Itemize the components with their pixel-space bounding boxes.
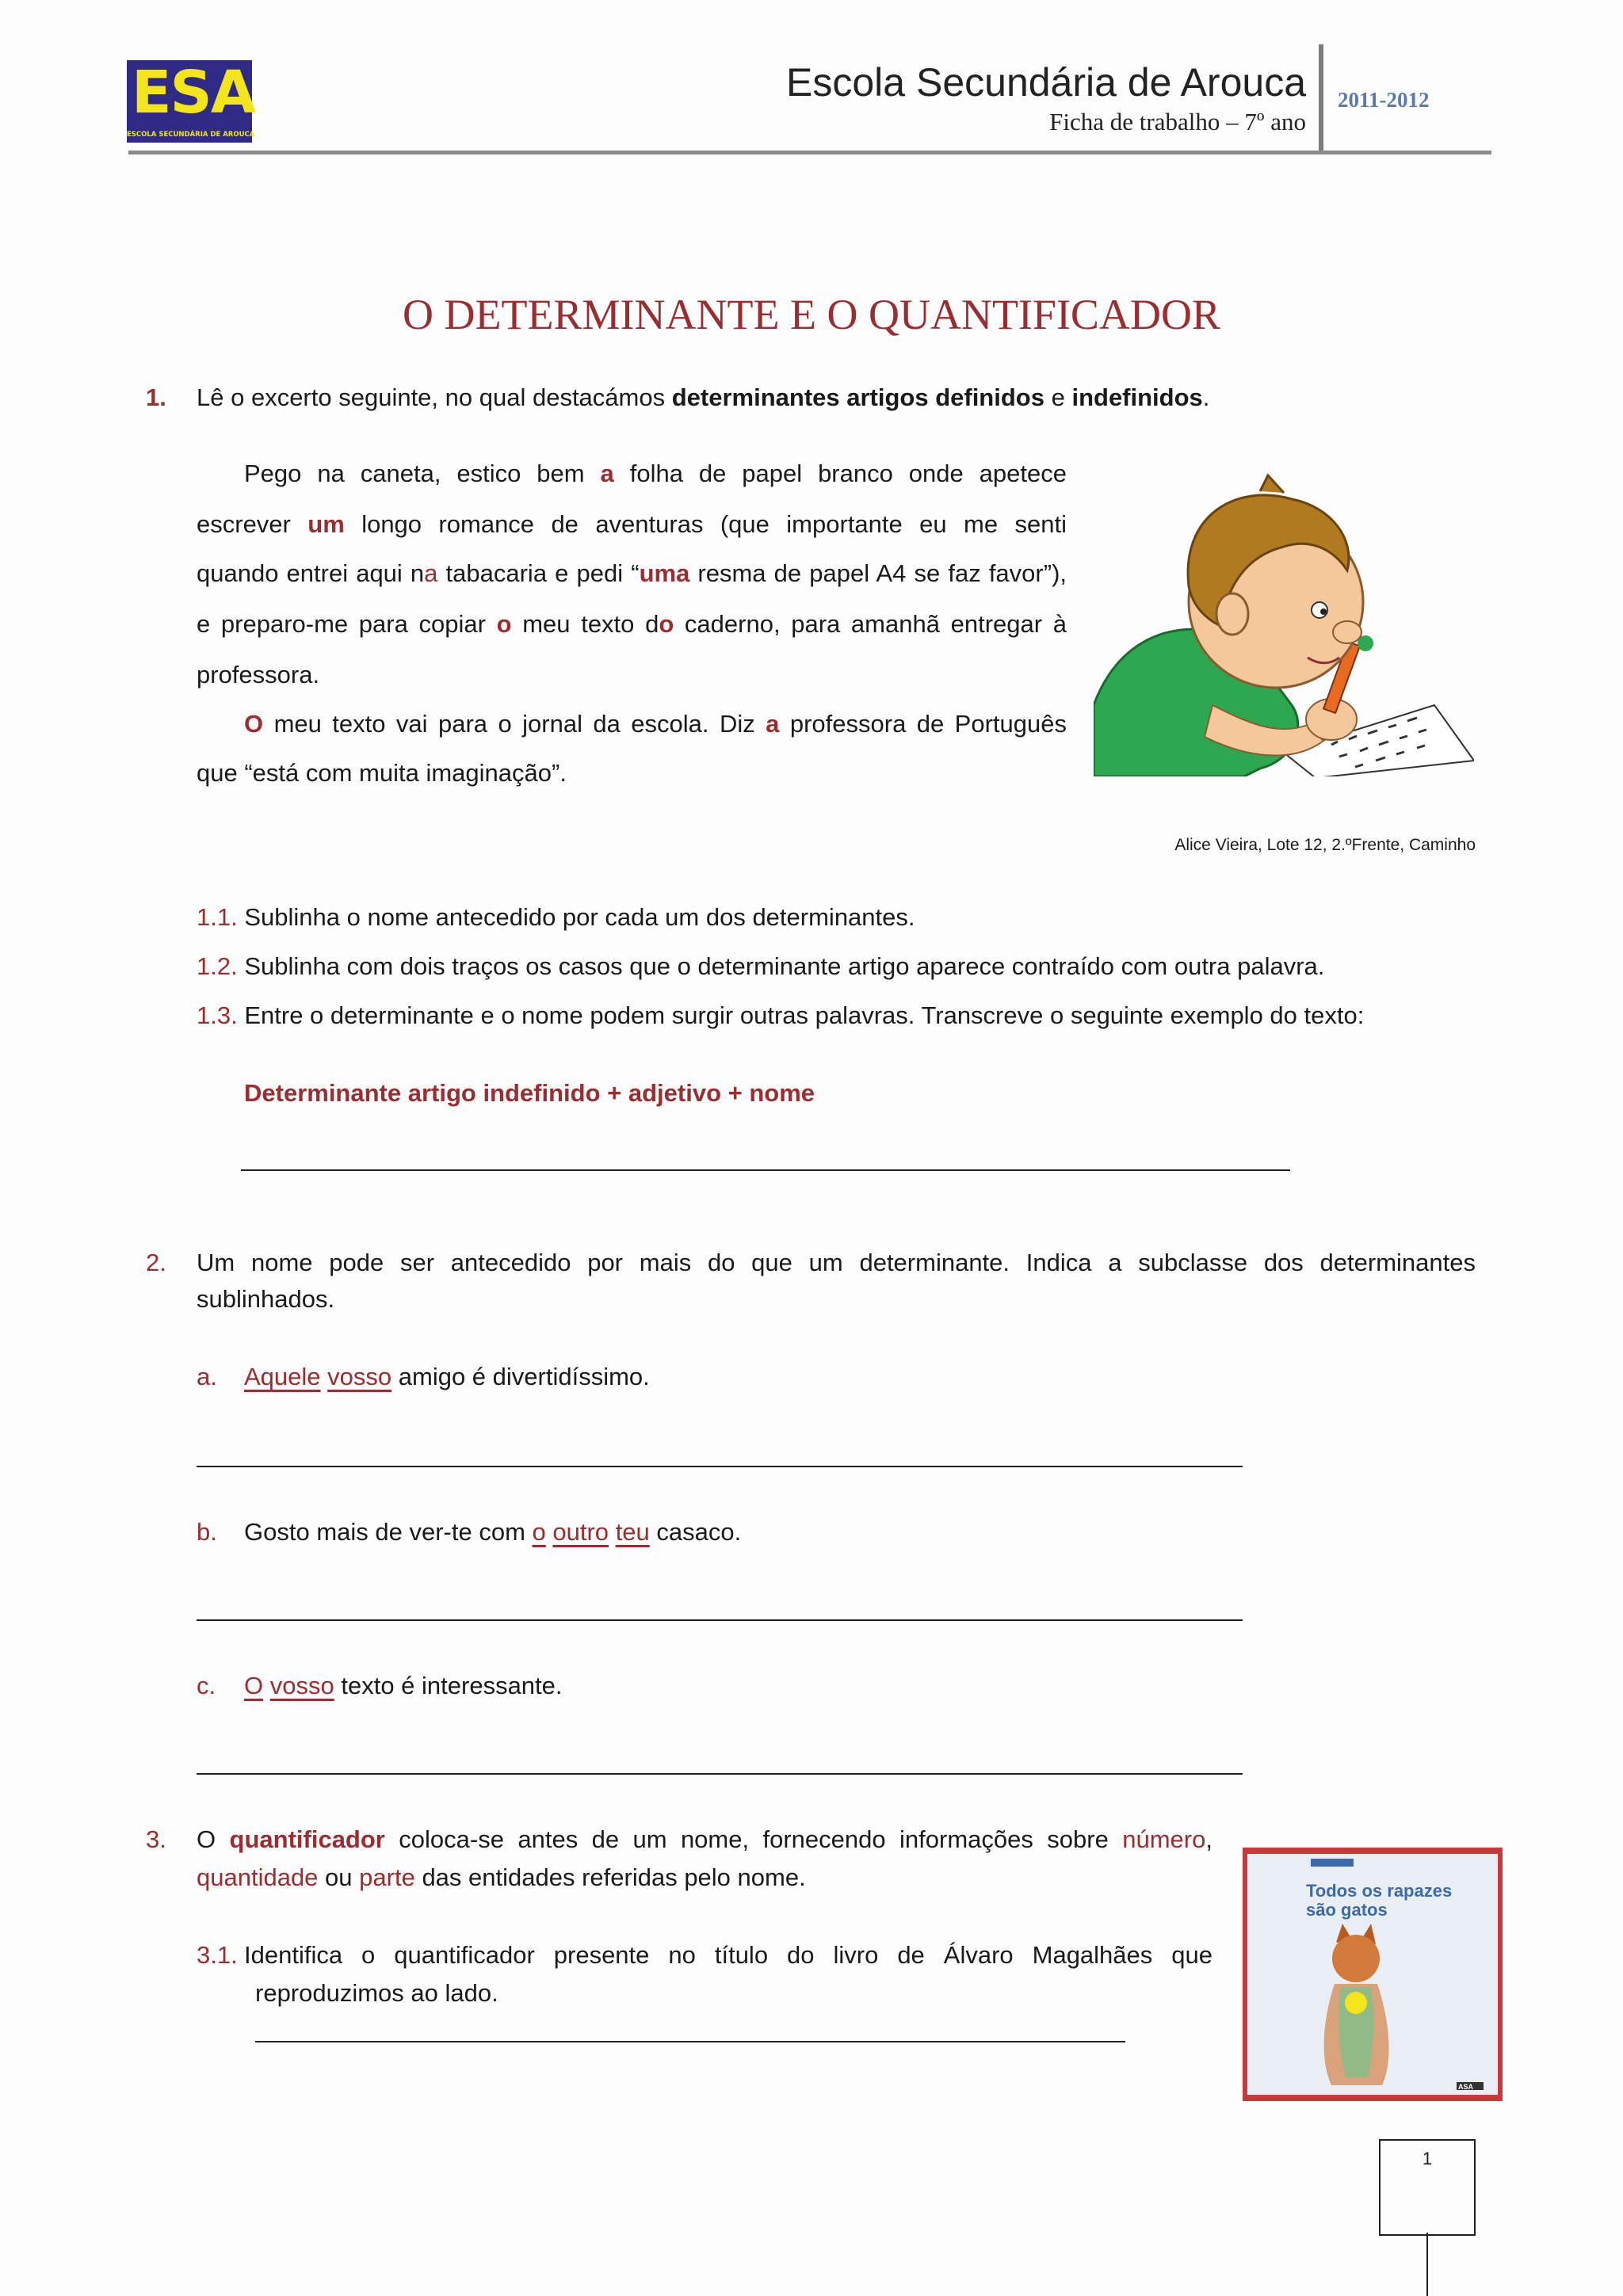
answer-line-1-3[interactable] bbox=[241, 1169, 1290, 1171]
boy-writing-illustration bbox=[1094, 467, 1474, 776]
excerpt-line-7: que “está com muita imaginação”. bbox=[197, 759, 567, 787]
page-number-box bbox=[1379, 2139, 1476, 2236]
excerpt-text: caderno, para amanhã entregar à bbox=[684, 610, 1067, 638]
underlined-determinant: vosso bbox=[327, 1363, 392, 1390]
q3-quantidade: quantidade bbox=[197, 1863, 319, 1891]
excerpt-line-4 bbox=[197, 608, 1067, 640]
question-3-line-1 bbox=[197, 1824, 1212, 1855]
question-2c-label: c. bbox=[197, 1672, 216, 1699]
question-2b-label: b. bbox=[197, 1518, 217, 1546]
excerpt-text: professora de Português bbox=[789, 710, 1067, 738]
highlight-determinant: a bbox=[600, 460, 614, 487]
excerpt-text: meu texto vai para o jornal da escola. Diz bbox=[273, 710, 755, 738]
question-3-line-2 bbox=[197, 1862, 806, 1894]
highlight-contracted: o bbox=[659, 610, 674, 638]
question-1-1-text: Sublinha o nome antecedido por cada um dos determinantes. bbox=[244, 903, 915, 931]
page-number-connector bbox=[1426, 2233, 1428, 2296]
q3-text: coloca-se antes de um nome, fornecendo informações sobre bbox=[399, 1825, 1109, 1853]
highlight-contracted: a bbox=[424, 559, 438, 587]
q3-text: ou bbox=[318, 1863, 360, 1891]
highlight-determinant: a bbox=[766, 710, 780, 738]
excerpt-line-5: professora. bbox=[197, 661, 320, 688]
q3-text: das entidades referidas pelo nome. bbox=[414, 1863, 806, 1891]
excerpt-citation: Alice Vieira, Lote 12, 2.ºFrente, Caminho bbox=[1174, 836, 1476, 854]
book-title-line-2: são gatos bbox=[1306, 1900, 1388, 1920]
question-2c-sentence bbox=[244, 1670, 563, 1702]
excerpt-line-3 bbox=[197, 558, 1067, 589]
worksheet-subtitle: Ficha de trabalho – 7º ano bbox=[1049, 108, 1306, 135]
question-2-number: 2. bbox=[146, 1249, 166, 1276]
excerpt-line-1 bbox=[244, 458, 1067, 490]
book-cover-image bbox=[1243, 1848, 1503, 2101]
q3-numero: número bbox=[1122, 1825, 1206, 1853]
answer-line-2c[interactable] bbox=[197, 1773, 1243, 1775]
underlined-determinant: teu bbox=[615, 1518, 650, 1546]
answer-line-2b[interactable] bbox=[197, 1619, 1243, 1621]
question-1-3-number: 1.3. bbox=[197, 1001, 238, 1029]
question-1-2-number: 1.2. bbox=[197, 952, 238, 980]
excerpt-text: tabacaria e pedi “ bbox=[437, 559, 640, 587]
question-1-3-formula: Determinante artigo indefinido + adjetivo + nome bbox=[244, 1079, 815, 1107]
question-2-line-1: Um nome pode ser antecedido por mais do que um determinante. Indica a subclasse dos determinantes bbox=[197, 1249, 1476, 1276]
q1-text-2: e bbox=[1044, 383, 1072, 411]
sentence-text: Gosto mais de ver-te com bbox=[244, 1518, 533, 1546]
q1-bold-definidos: determinantes artigos definidos bbox=[671, 383, 1044, 411]
book-publisher: ASA bbox=[1458, 2083, 1474, 2091]
underlined-determinant: outro bbox=[552, 1518, 609, 1546]
question-1-2-text: Sublinha com dois traços os casos que o determinante artigo aparece contraído com outra palavra. bbox=[244, 952, 1325, 980]
answer-line-3-1[interactable] bbox=[255, 2041, 1125, 2042]
page-title: O DETERMINANTE E O QUANTIFICADOR bbox=[403, 291, 1220, 338]
school-logo bbox=[127, 59, 255, 143]
q1-text-1: Lê o excerto seguinte, no qual destacámos bbox=[197, 383, 672, 411]
question-1-3 bbox=[197, 1000, 1364, 1032]
header-divider-vertical bbox=[1319, 44, 1323, 152]
question-1-2 bbox=[197, 951, 1324, 982]
excerpt-text: escrever bbox=[197, 510, 291, 538]
highlight-determinant: uma bbox=[639, 559, 690, 587]
question-1-1-number: 1.1. bbox=[197, 903, 238, 931]
school-name: Escola Secundária de Arouca bbox=[786, 60, 1306, 105]
q3-comma: , bbox=[1205, 1825, 1212, 1853]
sentence-text: texto é interessante. bbox=[334, 1672, 563, 1699]
excerpt-text: quando entrei aqui n bbox=[197, 559, 425, 587]
underlined-determinant: o bbox=[532, 1518, 546, 1546]
underlined-determinant: vosso bbox=[269, 1672, 334, 1699]
excerpt-line-2 bbox=[197, 509, 1067, 540]
question-3-1-line-2: reproduzimos ao lado. bbox=[255, 1979, 498, 2007]
highlight-determinant: o bbox=[496, 610, 512, 638]
answer-line-2a[interactable] bbox=[197, 1466, 1243, 1467]
sentence-text: amigo é divertidíssimo. bbox=[391, 1363, 650, 1390]
underlined-determinant: O bbox=[244, 1672, 264, 1699]
q3-quantificador: quantificador bbox=[229, 1825, 385, 1853]
q1-bold-indefinidos: indefinidos bbox=[1071, 383, 1203, 411]
excerpt-text: e preparo-me para copiar bbox=[197, 610, 486, 638]
header-divider-horizontal bbox=[128, 151, 1491, 154]
q1-text-3: . bbox=[1202, 383, 1210, 411]
excerpt-text: longo romance de aventuras (que importante eu me senti bbox=[361, 510, 1067, 538]
underlined-determinant: Aquele bbox=[244, 1363, 321, 1390]
excerpt-text: Pego na caneta, estico bem bbox=[244, 460, 585, 487]
book-title-line-1: Todos os rapazes bbox=[1306, 1881, 1453, 1901]
highlight-determinant: O bbox=[244, 710, 264, 738]
sentence-text: casaco. bbox=[649, 1518, 742, 1546]
question-1-instruction bbox=[197, 382, 1209, 414]
excerpt-text: resma de papel A4 se faz favor”), bbox=[689, 559, 1067, 587]
q3-text: O bbox=[197, 1825, 216, 1853]
question-1-3-text: Entre o determinante e o nome podem surgir outras palavras. Transcreve o seguinte exemplo do texto: bbox=[244, 1001, 1365, 1029]
question-2-line-2: sublinhados. bbox=[197, 1285, 335, 1313]
question-2a-sentence bbox=[244, 1361, 650, 1393]
question-3-1-line-1: Identifica o quantificador presente no título do livro de Álvaro Magalhães que bbox=[244, 1941, 1212, 1969]
excerpt-line-6 bbox=[244, 708, 1067, 740]
page-number: 1 bbox=[1422, 2149, 1433, 2168]
school-year: 2011-2012 bbox=[1338, 88, 1430, 112]
logo-letters: ESA bbox=[132, 59, 255, 127]
excerpt-text: meu texto d bbox=[522, 610, 659, 638]
question-1-number: 1. bbox=[146, 383, 166, 411]
question-2a-label: a. bbox=[197, 1363, 217, 1390]
logo-subtext: ESCOLA SECUNDÁRIA DE AROUCA bbox=[127, 131, 255, 139]
q3-parte: parte bbox=[359, 1863, 415, 1891]
question-3-number: 3. bbox=[146, 1825, 166, 1853]
highlight-determinant: um bbox=[307, 510, 345, 538]
question-2b-sentence bbox=[244, 1516, 741, 1548]
question-3-1-number: 3.1. bbox=[197, 1941, 238, 1969]
excerpt-text: folha de papel branco onde apetece bbox=[629, 460, 1067, 487]
question-1-1 bbox=[197, 902, 915, 933]
